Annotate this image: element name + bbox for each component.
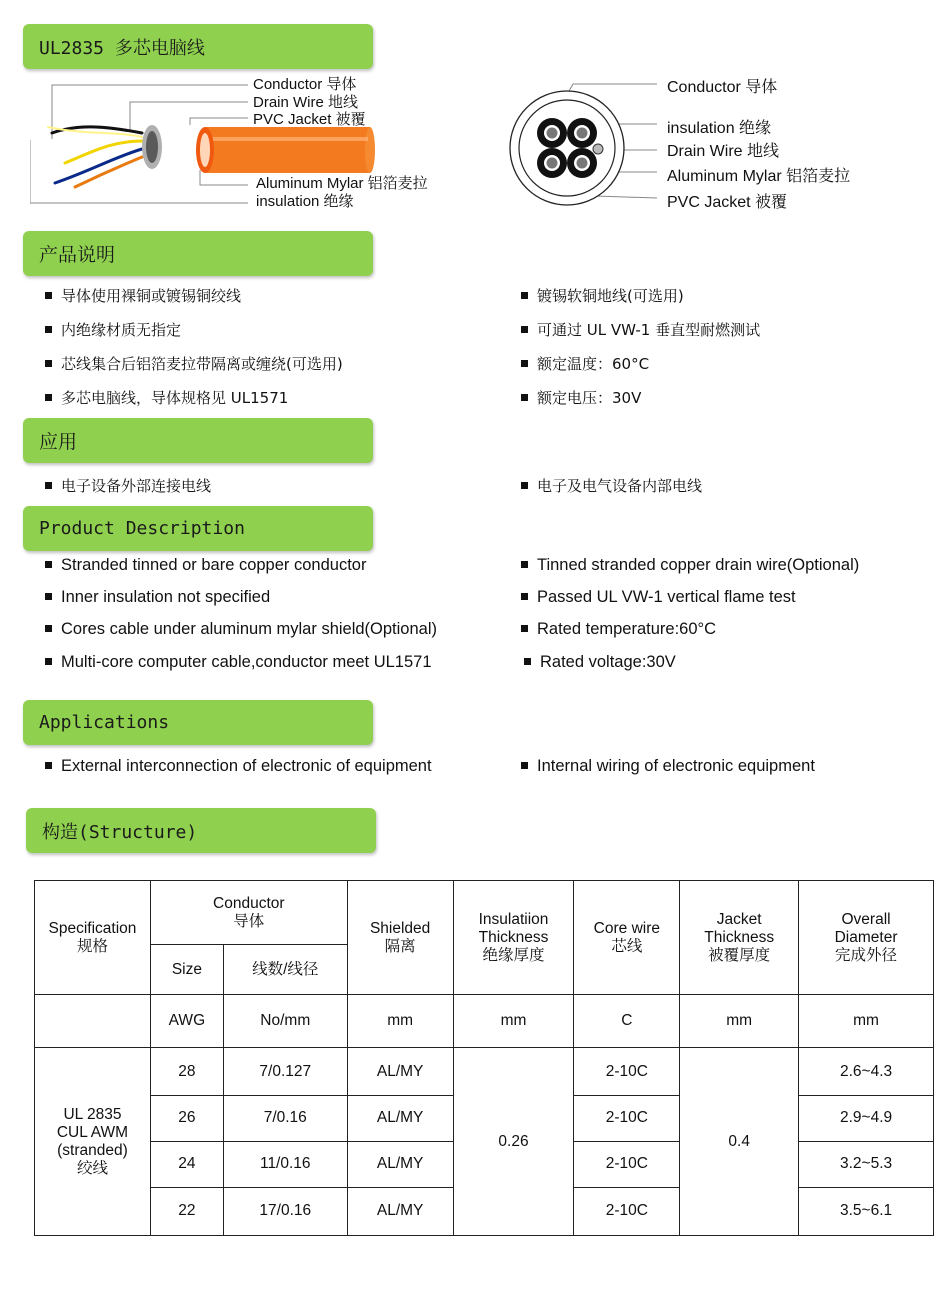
unit-cell: AWG (150, 995, 223, 1048)
unit-cell: mm (799, 995, 934, 1048)
cell-overall-diameter: 3.5~6.1 (799, 1187, 934, 1235)
label-right-drain-wire: Drain Wire 地线 (667, 143, 780, 160)
cell-awg: 24 (150, 1141, 223, 1187)
cell-strand: 11/0.16 (223, 1141, 347, 1187)
unit-cell: No/mm (223, 995, 347, 1048)
list-item: Inner insulation not specified (45, 588, 270, 607)
list-item: 电子及电气设备内部电线 (521, 475, 702, 496)
list-item: 电子设备外部连接电线 (45, 475, 211, 496)
label-right-aluminum-mylar: Aluminum Mylar 铝箔麦拉 (667, 168, 851, 185)
cell-core: 2-10C (574, 1095, 680, 1141)
section-header-applications-en (23, 700, 373, 745)
unit-cell: mm (453, 995, 574, 1048)
cell-awg: 22 (150, 1187, 223, 1235)
cell-core: 2-10C (574, 1141, 680, 1187)
header-shielded: Shielded 隔离 (347, 881, 453, 995)
list-item: Multi-core computer cable,conductor meet UL1571 (45, 653, 432, 672)
header-overall-diameter: Overall Diameter 完成外径 (799, 881, 934, 995)
cell-overall-diameter: 3.2~5.3 (799, 1141, 934, 1187)
list-item: Rated temperature:60°C (521, 620, 716, 639)
cell-shield: AL/MY (347, 1048, 453, 1095)
label-left-insulation: insulation 绝缘 (256, 193, 354, 210)
page-title-text: UL2835 多芯电脑线 (39, 37, 205, 59)
list-item: 芯线集合后铝箔麦拉带隔离或缠绕(可选用) (45, 353, 343, 374)
header-conductor: Conductor 导体 (150, 881, 347, 945)
list-item: Stranded tinned or bare copper conductor (45, 556, 366, 575)
section-title: 产品说明 (39, 244, 116, 266)
table-row (35, 1048, 934, 1095)
label-right-insulation: insulation 绝缘 (667, 120, 772, 137)
header-strand: 线数/线径 (223, 945, 347, 995)
list-item: 多芯电脑线，导体规格见 UL1571 (45, 387, 288, 408)
section-title: Applications (39, 712, 170, 733)
page-title (23, 24, 373, 69)
list-item: Passed UL VW-1 vertical flame test (521, 588, 796, 607)
cell-awg: 26 (150, 1095, 223, 1141)
section-header-product-cn (23, 231, 373, 276)
header-size: Size (150, 945, 223, 995)
list-item: 镀锡软铜地线(可选用) (521, 285, 684, 306)
cell-insulation-thickness: 0.26 (453, 1048, 574, 1236)
list-item: 额定电压：30V (521, 387, 641, 408)
list-item: Rated voltage:30V (524, 653, 676, 672)
cell-strand: 17/0.16 (223, 1187, 347, 1235)
section-header-structure (26, 808, 376, 853)
header-specification: Specification 规格 (35, 881, 151, 995)
cell-overall-diameter: 2.6~4.3 (799, 1048, 934, 1095)
list-item: 可通过 UL VW-1 垂直型耐燃测试 (521, 319, 760, 340)
list-item: Tinned stranded copper drain wire(Optional) (521, 556, 859, 575)
cell-overall-diameter: 2.9~4.9 (799, 1095, 934, 1141)
cell-core: 2-10C (574, 1048, 680, 1095)
list-item: External interconnection of electronic of equipment (45, 757, 432, 776)
cable-cross-section (505, 76, 675, 216)
pvc-jacket-illustration (195, 125, 375, 177)
spec-group-label: UL 2835 CUL AWM (stranded) 绞线 (35, 1048, 151, 1236)
structure-table (34, 880, 934, 1236)
list-item: 导体使用裸铜或镀锡铜绞线 (45, 285, 241, 306)
section-title: 应用 (39, 431, 78, 453)
list-item: 内绝缘材质无指定 (45, 319, 181, 340)
label-left-pvc-jacket: PVC Jacket 被覆 (253, 111, 366, 128)
label-left-drain-wire: Drain Wire 地线 (253, 94, 359, 111)
cell-strand: 7/0.127 (223, 1048, 347, 1095)
label-left-conductor: Conductor 导体 (253, 76, 357, 93)
section-title: 构造(Structure) (42, 821, 198, 843)
label-right-conductor: Conductor 导体 (667, 79, 778, 96)
cell-awg: 28 (150, 1048, 223, 1095)
unit-spec-spacer (35, 995, 151, 1048)
cell-shield: AL/MY (347, 1141, 453, 1187)
header-core-wire: Core wire 芯线 (574, 881, 680, 995)
unit-cell: mm (680, 995, 799, 1048)
section-header-product-en (23, 506, 373, 551)
section-title: Product Description (39, 518, 245, 539)
header-jacket-thickness: Jacket Thickness 被覆厚度 (680, 881, 799, 995)
label-right-pvc-jacket: PVC Jacket 被覆 (667, 194, 788, 211)
unit-cell: C (574, 995, 680, 1048)
label-left-aluminum-mylar: Aluminum Mylar 铝箔麦拉 (256, 175, 428, 192)
list-item: Internal wiring of electronic equipment (521, 757, 815, 776)
list-item: Cores cable under aluminum mylar shield(Optional) (45, 620, 437, 639)
unit-cell: mm (347, 995, 453, 1048)
cell-strand: 7/0.16 (223, 1095, 347, 1141)
cell-core: 2-10C (574, 1187, 680, 1235)
section-header-application-cn (23, 418, 373, 463)
cell-shield: AL/MY (347, 1187, 453, 1235)
header-insulation-thickness: Insulatiion Thickness 绝缘厚度 (453, 881, 574, 995)
cell-jacket-thickness: 0.4 (680, 1048, 799, 1236)
list-item: 额定温度：60°C (521, 353, 649, 374)
cell-shield: AL/MY (347, 1095, 453, 1141)
